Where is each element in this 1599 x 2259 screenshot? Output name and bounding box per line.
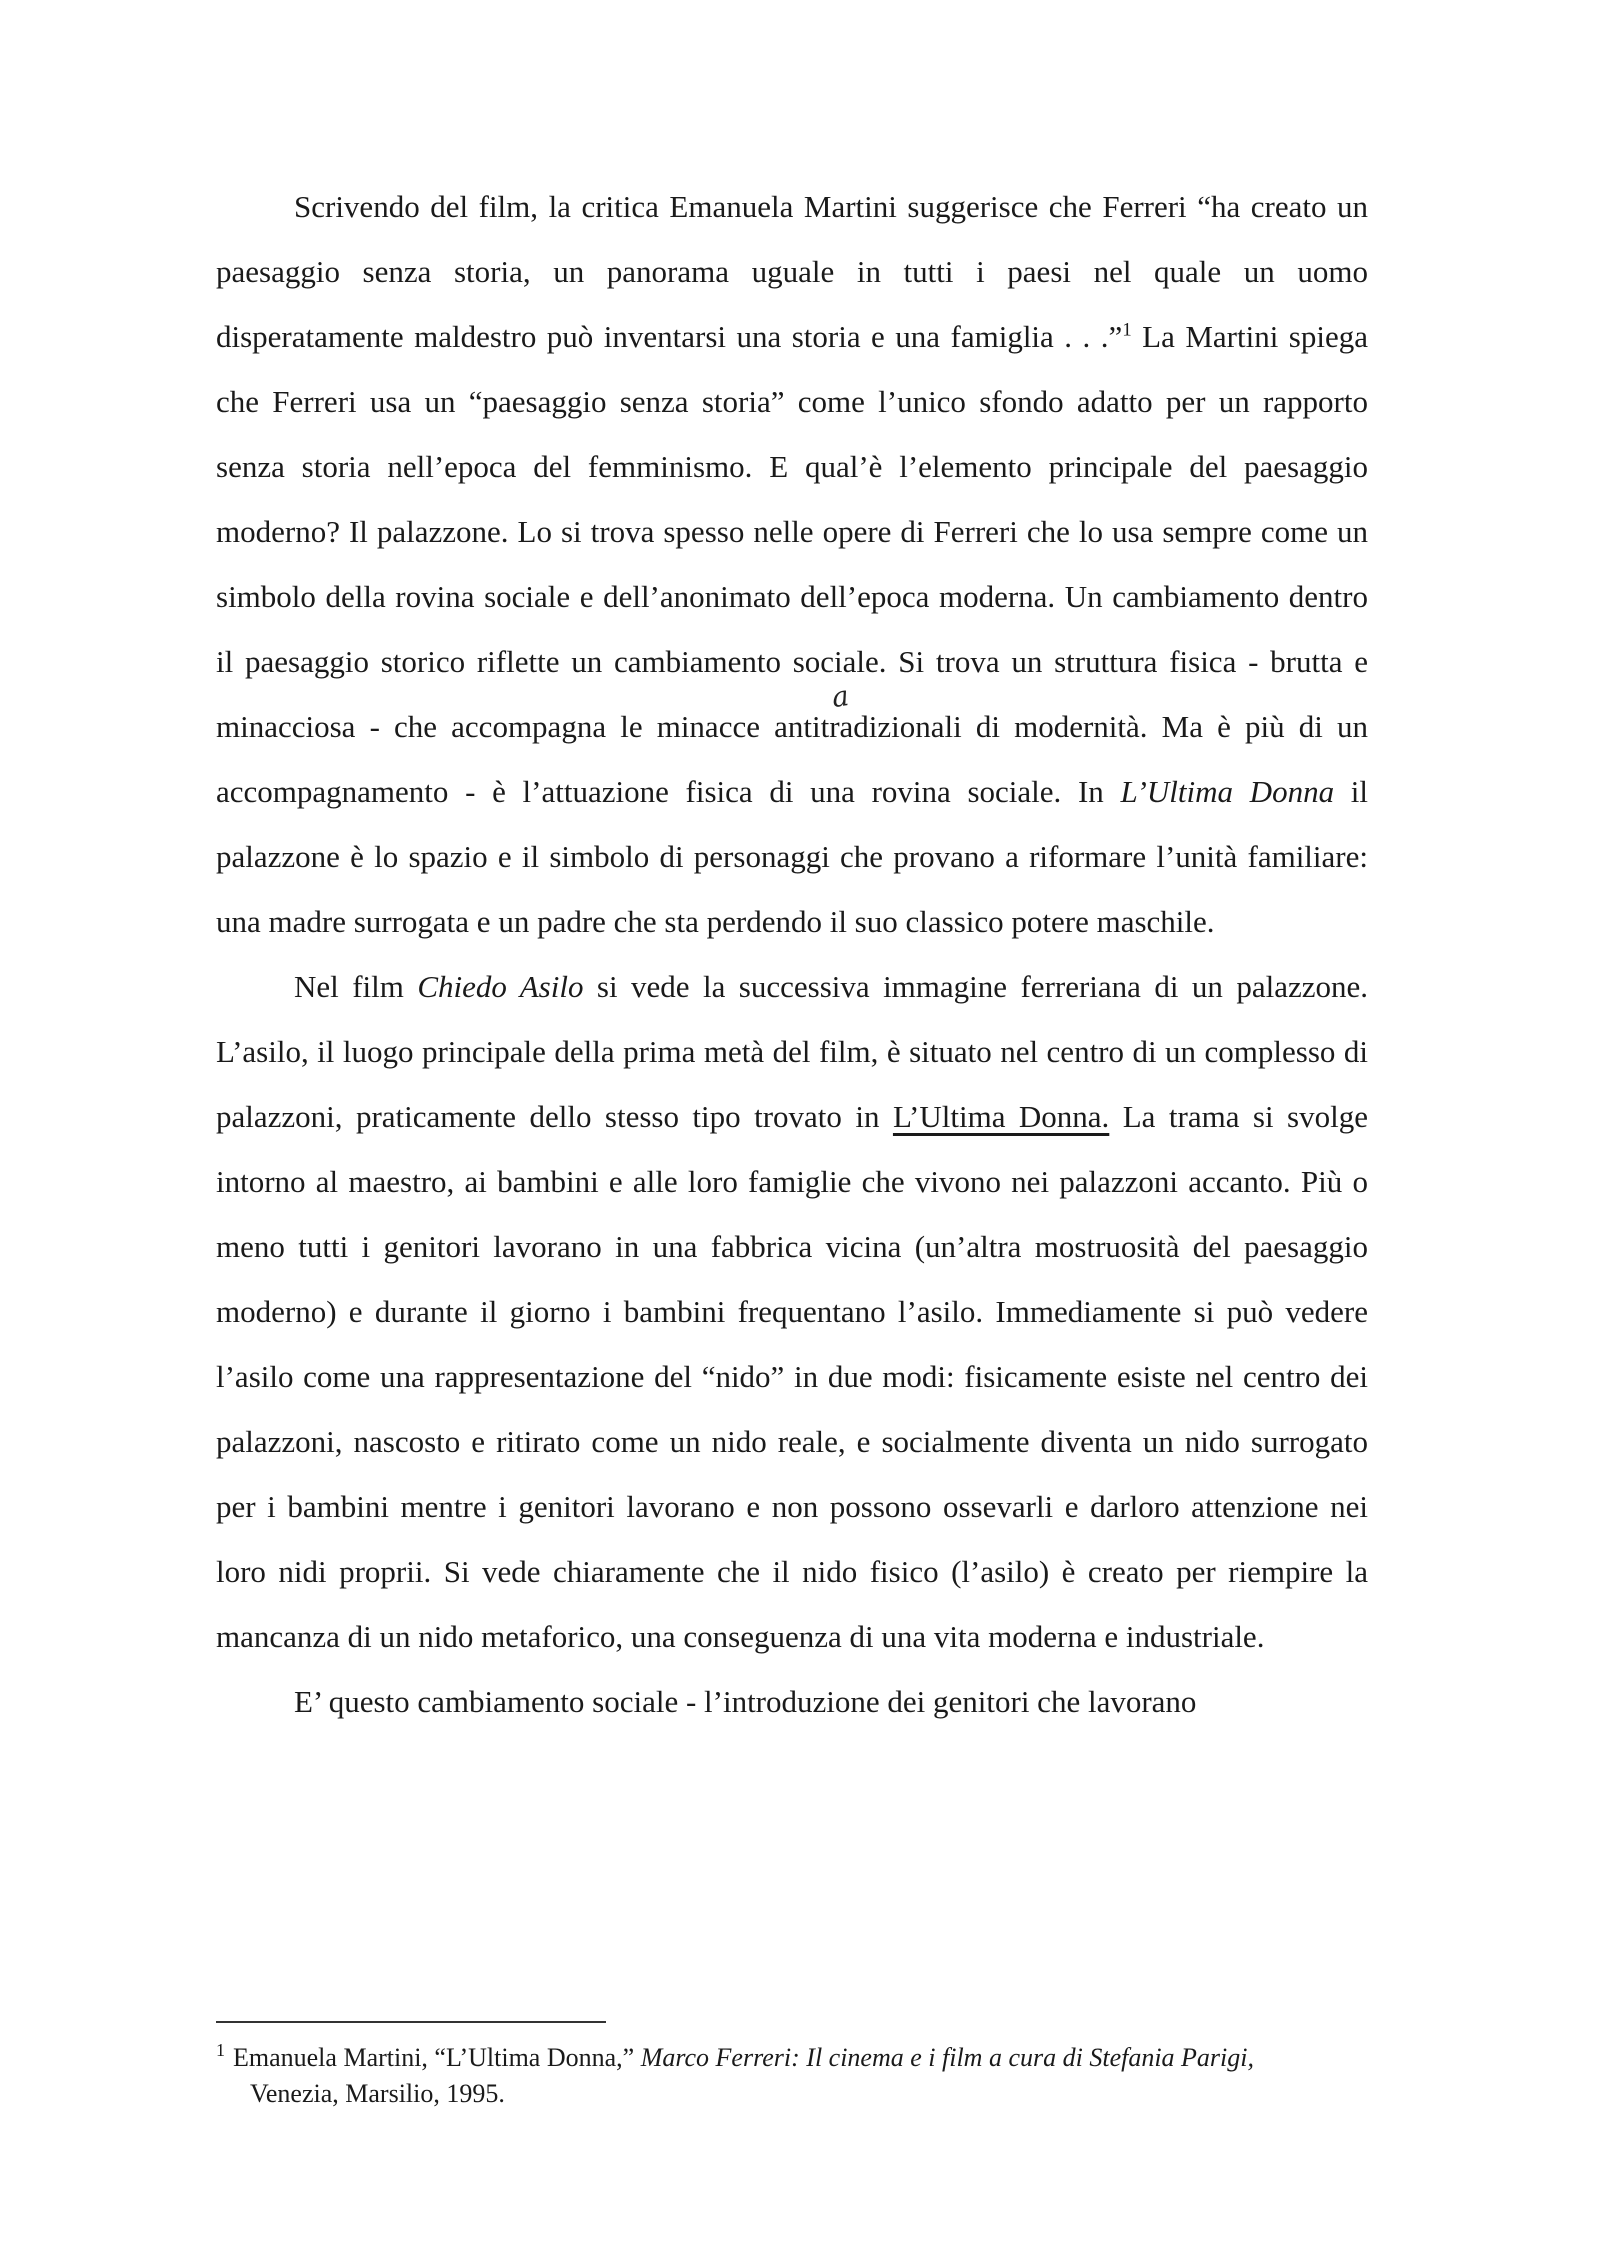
paragraph-text: il palazzone è lo spazio e il simbolo di personaggi che provano a riformare l’unità familiare: una madre surrogata e un padre che sta perdendo il suo classico potere maschile. [216,774,1368,939]
handwritten-correction: a [829,678,851,715]
paragraph-text: E’ questo cambiamento sociale - l’introduzione dei genitori che lavorano [294,1684,1197,1719]
footnote-reference: 1 [1122,319,1132,341]
body-text [216,174,1368,1734]
paragraph [216,174,1368,954]
paragraph-text: La trama si svolge intorno al maestro, ai bambini e alle loro famiglie che vivono nei palazzoni accanto. Più o meno tutti i genitori lavorano in una fabbrica vicina (un’altra mostruosità del paesaggio moderno) e durante il giorno i bambini frequentano l’asilo. Immediamente si può vedere l’asilo come una rappresentazione del “nido” in due modi: fisicamente esiste nel centro dei palazzoni, nascosto e ritirato come un nido reale, e socialmente diventa un nido surrogato per i bambini mentre i genitori lavorano e non possono ossevarli e darloro attenzione nei loro nidi proprii. Si vede chiaramente che il nido fisico (l’asilo) è creato per riempire la mancanza di un nido metaforico, una conseguenza di una vita moderna e industriale. [216,1099,1368,1654]
paragraph-text: La Martini spiega che Ferreri usa un “paesaggio senza storia” come l’unico sfondo adatto per un rapporto senza storia nell’epoca del femminismo. E qual’è l’elemento principale del paesaggio moderno? Il palazzone. Lo si trova spesso nelle opere di Ferreri che lo usa sempre come un simbolo della rovina sociale e dell’anonimato dell’epoca moderna. Un cambiamento dentro il paesaggio storico riflette un cambiamento sociale. Si trova un struttura fisica - brutta e minacciosa - che accompagna le minacce antitradizionali di modernità. Ma è più di un accompagnamento - è l’attuazione fisica di una rovina sociale. In [216,319,1368,809]
footnote-text: Emanuela Martini, “L’Ultima Donna,” [233,2043,641,2072]
footnote-source: Marco Ferreri: Il cinema e i film a cura di Stefania Parigi, [640,2043,1255,2072]
paragraph [216,1669,1368,1734]
paragraph-text: Scrivendo del film, la critica Emanuela Martini suggerisce che Ferreri “ha creato un paesaggio senza storia, un panorama uguale in tutti i paesi nel quale un uomo disperatamente maldestro può inventarsi una storia e una famiglia . . .” [216,189,1368,354]
film-title: L’Ultima Donna [1120,774,1335,809]
footnote-continuation: Venezia, Marsilio, 1995. [250,2079,505,2108]
underlined-film-title: L’Ultima Donna. [892,1099,1110,1134]
footnote-number: 1 [216,2040,225,2061]
film-title: Chiedo Asilo [417,969,584,1004]
paragraph-text: si vede la successiva immagine ferreriana di un palazzone. L’asilo, il luogo principale della prima metà del film, è situato nel centro di un complesso di palazzoni, praticamente dello stesso tipo trovato in [216,969,1369,1134]
paragraph-text: Nel film [294,969,418,1004]
paragraph [216,954,1368,1669]
footnote [216,2040,1368,2112]
footnote-separator [216,2021,606,2023]
